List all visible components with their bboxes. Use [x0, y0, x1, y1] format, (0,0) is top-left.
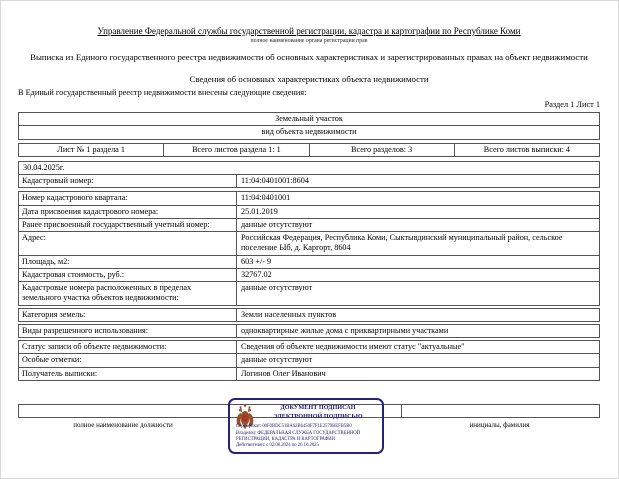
row-label: Кадастровые номера расположенных в пределах земельного участка объектов недвижимости: — [19, 282, 237, 305]
table-row — [19, 255, 599, 268]
row-value: Российская Федерация, Республика Коми, Сыктывдинский муниципальный район, сельское поселение Ыб, д. Каргорт, 8604 — [241, 233, 563, 253]
table-row — [19, 192, 599, 204]
stamp-validity: Действителен: с 02.08.2024 по 26.10.2025 — [236, 443, 319, 448]
stamp-title-line1: ДОКУМЕНТ ПОДПИСАН — [280, 404, 356, 411]
document-content — [1, 1, 618, 381]
table-row — [19, 341, 599, 353]
object-type-table — [18, 112, 600, 140]
row-value: данные отсутствуют — [241, 355, 313, 365]
row-value: данные отсутствуют — [241, 283, 313, 293]
stamp-owner-line2: РЕГИСТРАЦИИ, КАДАСТРА И КАРТОГРАФИИ — [236, 436, 336, 442]
extract-date-row — [19, 162, 599, 174]
table-row — [19, 231, 599, 255]
table-row — [19, 281, 599, 305]
intro-line: В Единый государственный реестр недвижимости внесены следующие сведения: — [18, 88, 307, 98]
table-row — [19, 205, 599, 218]
sheet-info-table — [18, 143, 600, 157]
table-row — [19, 367, 599, 380]
row-value: данные отсутствуют — [241, 219, 313, 229]
cadastral-number-label: Кадастровый номер: — [19, 175, 237, 187]
row-label: Ранее присвоенный государственный учетный номер: — [19, 219, 237, 231]
row-label: Дата присвоения кадастрового номера: — [19, 206, 237, 218]
stamp-title-line2: ЭЛЕКТРОННОЙ ПОДПИСЬЮ — [273, 413, 363, 420]
stamp-certificate: Сертификат: 00F0BDC51BA62B6450F7F1E2579BEFB5B0 — [236, 424, 352, 429]
row-label: Особые отметки: — [19, 354, 237, 366]
table-row — [19, 309, 599, 321]
table-row — [19, 353, 599, 366]
row-value: Земли населенных пунктов — [241, 309, 337, 319]
row-label: Получатель выписки: — [19, 368, 237, 380]
signature-cell-name — [402, 405, 599, 417]
row-value: 32767.02 — [241, 269, 272, 279]
signature-right-label: инициалы, фамилия — [469, 421, 530, 429]
signature-left-label: полное наименование должности — [73, 421, 173, 429]
object-type-row — [19, 113, 599, 125]
digital-signature-stamp — [228, 398, 384, 454]
section-sheet-label: Раздел 1 Лист 1 — [544, 99, 600, 109]
sheet-info-cell: Всего разделов: 3 — [309, 144, 454, 156]
row-label: Площадь, м2: — [19, 256, 237, 268]
row-label: Виды разрешенного использования: — [19, 325, 237, 337]
org-name: Управление Федеральной службы государственной регистрации, кадастра и картографии по Республике Коми — [97, 26, 521, 36]
object-type-caption-row — [19, 125, 599, 138]
table-row — [19, 218, 599, 231]
sheet-info-cell: Всего листов выписки: 4 — [454, 144, 599, 156]
row-value: 603 +/- 9 — [241, 256, 272, 266]
table-row — [19, 268, 599, 281]
row-label: Кадастровая стоимость, руб.: — [19, 269, 237, 281]
row-value: Сведения об объекте недвижимости имеют статус "актуальные" — [241, 342, 465, 352]
section-title: Сведения об основных характеристиках объекта недвижимости — [189, 74, 429, 85]
sheet-info-cell: Всего листов раздела 1: 1 — [163, 144, 308, 156]
signature-cell-position — [19, 405, 229, 417]
row-value: Логинов Олег Иванович — [241, 368, 326, 378]
row-value: 11:04:0401001 — [241, 193, 291, 203]
cadastral-number-row — [19, 174, 599, 187]
row-value: одноквартирные жилые дома с приквартирными участками — [241, 325, 449, 335]
row-label: Статус записи об объекте недвижимости: — [19, 341, 237, 353]
status-table — [18, 340, 600, 381]
org-caption: полное наименование органа регистрации прав — [250, 38, 368, 45]
row-label: Номер кадастрового квартала: — [19, 192, 237, 204]
row-label: Категория земель: — [19, 309, 237, 321]
table-row — [19, 325, 599, 337]
stamp-owner-line1: Владелец: ФЕДЕРАЛЬНАЯ СЛУЖБА ГОСУДАРСТВЕННОЙ — [236, 430, 360, 436]
row-label: Адрес: — [19, 232, 237, 255]
row-value: 25.01.2019 — [241, 206, 278, 216]
cadastral-number-value: 11:04:0401001:8604 — [241, 176, 309, 186]
permitted-use-table — [18, 324, 600, 338]
object-type-value: Земельный участок — [275, 114, 343, 124]
category-table — [18, 308, 600, 322]
object-type-caption: вид объекта недвижимости — [261, 127, 357, 137]
sheet-info-cell: Лист № 1 раздела 1 — [57, 144, 125, 154]
document-title: Выписка из Единого государственного реестра недвижимости об основных характеристиках и зарегистрированных правах на объект недвижимости — [30, 52, 588, 63]
date-cadastral-table — [18, 161, 600, 189]
extract-date: 30.04.2025г. — [23, 162, 65, 172]
details-table — [18, 191, 600, 305]
